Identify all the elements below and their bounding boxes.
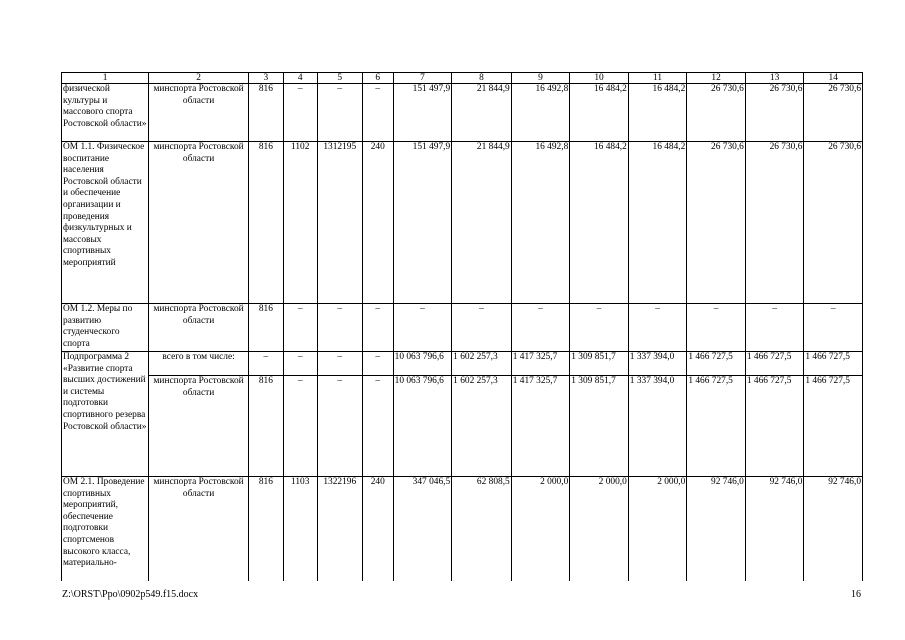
- row-vr: –: [362, 84, 393, 142]
- row-executor: минспорта Ростовской области: [149, 304, 249, 352]
- row-value: –: [745, 304, 804, 352]
- row-grbs: 816: [248, 376, 283, 477]
- row-executor: минспорта Ростовской области: [149, 142, 249, 304]
- subprogram-name: Подпрограмма 2 «Развитие спорта высших достижений и системы подготовки спортивного резерва Ростовской области»: [62, 352, 149, 477]
- row-value: 1 466 727,5: [745, 352, 804, 376]
- row-value: 21 844,9: [452, 142, 512, 304]
- row-value: 1 309 851,7: [570, 352, 629, 376]
- row-value: 92 746,0: [687, 477, 746, 581]
- table-row: [62, 84, 863, 142]
- column-header: 10: [570, 73, 629, 84]
- column-header: 13: [745, 73, 804, 84]
- row-value: 21 844,9: [452, 84, 512, 142]
- row-executor: минспорта Ростовской области: [149, 84, 249, 142]
- column-header: 9: [511, 73, 570, 84]
- row-value: –: [393, 304, 452, 352]
- row-value: 347 046,5: [393, 477, 452, 581]
- row-grbs: 816: [248, 477, 283, 581]
- subprogram-ministry-row: [62, 376, 863, 477]
- row-rzpr: –: [283, 352, 317, 376]
- column-header: 5: [317, 73, 362, 84]
- row-value: 1 466 727,5: [804, 352, 863, 376]
- row-grbs: 816: [248, 84, 283, 142]
- row-value: –: [804, 304, 863, 352]
- table-row: [62, 304, 863, 352]
- row-value: 1 466 727,5: [687, 376, 746, 477]
- column-header: 11: [628, 73, 687, 84]
- row-csr: 1322196: [317, 477, 362, 581]
- row-value: 16 484,2: [570, 142, 629, 304]
- budget-table: [61, 72, 863, 581]
- row-vr: –: [362, 352, 393, 376]
- row-rzpr: –: [283, 376, 317, 477]
- row-executor: минспорта Ростовской области: [149, 376, 249, 477]
- row-value: 1 417 325,7: [511, 376, 570, 477]
- row-name: ОМ 2.1. Проведение спортивных мероприятий, обеспечение подготовки спортсменов высокого класса, материально-: [62, 477, 149, 581]
- row-value: 26 730,6: [687, 142, 746, 304]
- table-row: [62, 477, 863, 581]
- row-value: 16 484,2: [628, 84, 687, 142]
- row-value: 16 484,2: [628, 142, 687, 304]
- column-header: 14: [804, 73, 863, 84]
- row-csr: 1312195: [317, 142, 362, 304]
- row-executor: минспорта Ростовской области: [149, 477, 249, 581]
- row-value: 26 730,6: [804, 84, 863, 142]
- row-value: –: [687, 304, 746, 352]
- row-value: 62 808,5: [452, 477, 512, 581]
- row-grbs: 816: [248, 142, 283, 304]
- row-value: 2 000,0: [628, 477, 687, 581]
- row-value: 1 337 394,0: [628, 376, 687, 477]
- row-value: 26 730,6: [687, 84, 746, 142]
- row-csr: –: [317, 304, 362, 352]
- row-value: 151 497,9: [393, 84, 452, 142]
- row-value: –: [452, 304, 512, 352]
- column-header: 8: [452, 73, 512, 84]
- row-name: ОМ 1.1. Физическое воспитание населения Ростовской области и обеспечение организации и проведения физкультурных и массовых спортивных мероприятий: [62, 142, 149, 304]
- row-name: ОМ 1.2. Меры по развитию студенческого спорта: [62, 304, 149, 352]
- row-executor: всего в том числе:: [149, 352, 249, 376]
- column-header: 4: [283, 73, 317, 84]
- row-vr: –: [362, 376, 393, 477]
- column-header: 3: [248, 73, 283, 84]
- row-value: 92 746,0: [745, 477, 804, 581]
- row-value: 1 466 727,5: [745, 376, 804, 477]
- row-value: 92 746,0: [804, 477, 863, 581]
- row-value: 1 602 257,3: [452, 376, 512, 477]
- column-header: 7: [393, 73, 452, 84]
- row-value: 1 466 727,5: [687, 352, 746, 376]
- row-value: 2 000,0: [570, 477, 629, 581]
- row-value: 26 730,6: [804, 142, 863, 304]
- row-rzpr: –: [283, 304, 317, 352]
- row-grbs: 816: [248, 304, 283, 352]
- row-csr: –: [317, 376, 362, 477]
- row-value: 26 730,6: [745, 142, 804, 304]
- row-grbs: –: [248, 352, 283, 376]
- row-value: 2 000,0: [511, 477, 570, 581]
- row-vr: 240: [362, 142, 393, 304]
- row-value: –: [511, 304, 570, 352]
- row-value: 1 309 851,7: [570, 376, 629, 477]
- row-value: 1 337 394,0: [628, 352, 687, 376]
- header-row: [62, 73, 863, 84]
- row-value: 1 466 727,5: [804, 376, 863, 477]
- row-value: 10 063 796,6: [393, 352, 452, 376]
- row-value: –: [628, 304, 687, 352]
- column-header: 12: [687, 73, 746, 84]
- footer-file-path: Z:\ORST\Ppo\0902p549.f15.docx: [62, 589, 199, 600]
- row-vr: 240: [362, 477, 393, 581]
- row-value: 10 063 796,6: [393, 376, 452, 477]
- row-rzpr: –: [283, 84, 317, 142]
- row-name: физической культуры и массового спорта Ростовской области»: [62, 84, 149, 142]
- column-header: 1: [62, 73, 149, 84]
- page-number: 16: [851, 589, 861, 600]
- row-csr: –: [317, 352, 362, 376]
- row-value: 1 602 257,3: [452, 352, 512, 376]
- row-value: 26 730,6: [745, 84, 804, 142]
- row-value: 151 497,9: [393, 142, 452, 304]
- subprogram-total-row: [62, 352, 863, 376]
- table-row: [62, 142, 863, 304]
- column-header: 6: [362, 73, 393, 84]
- row-rzpr: 1103: [283, 477, 317, 581]
- row-value: 16 492,8: [511, 84, 570, 142]
- row-value: 16 484,2: [570, 84, 629, 142]
- row-value: 16 492,8: [511, 142, 570, 304]
- column-header: 2: [149, 73, 249, 84]
- row-rzpr: 1102: [283, 142, 317, 304]
- row-value: –: [570, 304, 629, 352]
- row-vr: –: [362, 304, 393, 352]
- row-value: 1 417 325,7: [511, 352, 570, 376]
- row-csr: –: [317, 84, 362, 142]
